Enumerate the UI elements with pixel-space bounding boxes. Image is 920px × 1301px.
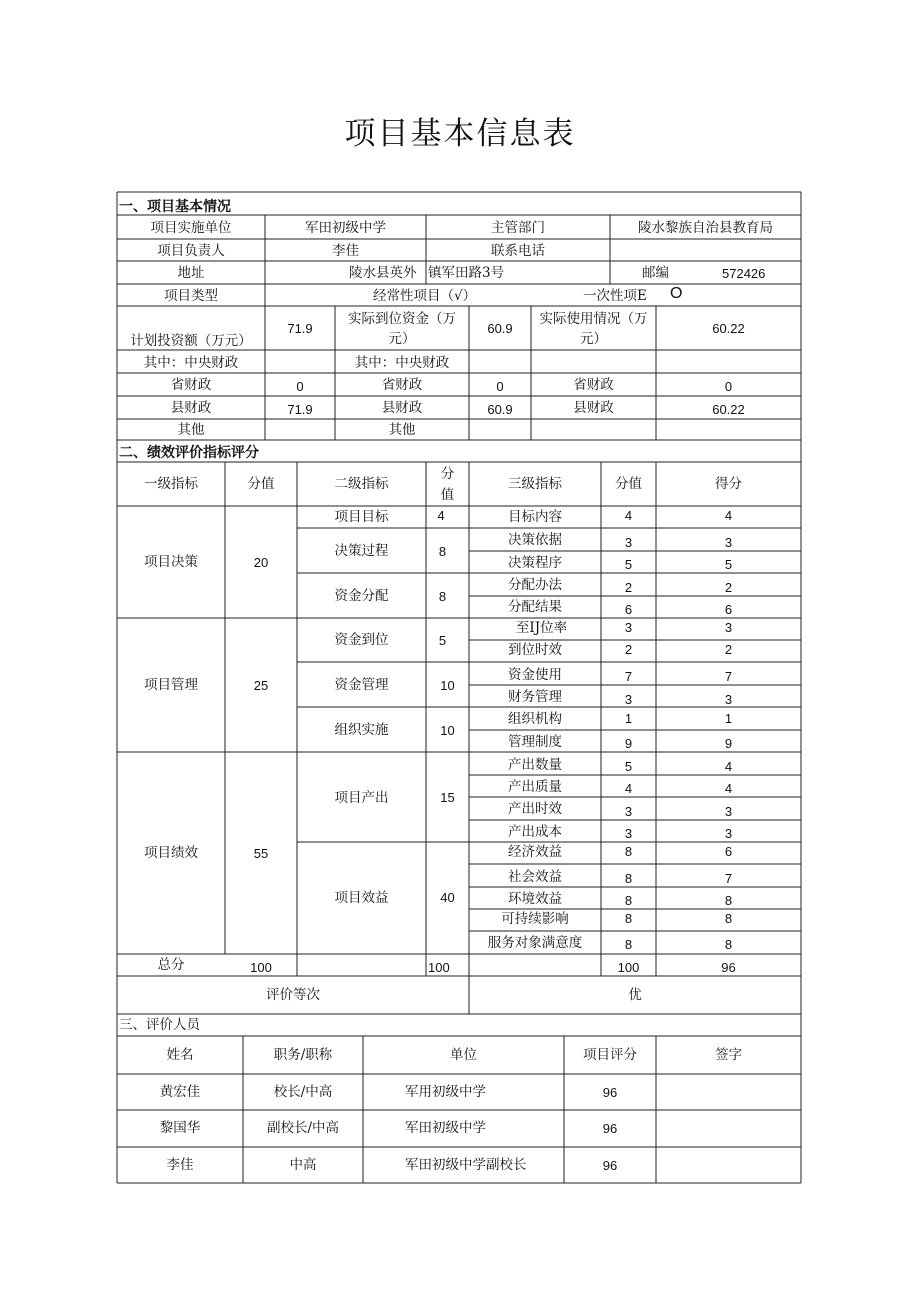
page-title: 项目基本信息表 — [344, 116, 576, 152]
level3-score: 9 — [624, 736, 633, 751]
level3-result: 8 — [724, 893, 733, 908]
address-value-1: 陵水县英外 — [349, 265, 417, 281]
other-label: 其他 — [177, 422, 205, 438]
level3-name: 目标内容 — [508, 509, 562, 525]
actual-value: 60.9 — [487, 321, 513, 336]
group-score: 20 — [253, 555, 269, 570]
level3-name: 社会效益 — [508, 869, 562, 885]
level3-result: 3 — [724, 826, 733, 841]
level2-score: 10 — [440, 678, 455, 693]
level2-score: 5 — [438, 633, 447, 648]
level3-result: 3 — [724, 535, 733, 550]
reviewer-name: 李佳 — [166, 1157, 194, 1173]
level3-score: 8 — [624, 893, 633, 908]
level3-name: 组织机构 — [508, 711, 562, 727]
group-score: 25 — [253, 678, 269, 693]
reviewer-unit: 军田初级中学副校长 — [405, 1157, 527, 1173]
level3-name: 分配结果 — [508, 599, 562, 615]
header-score2-a: 分 — [440, 466, 455, 482]
address-value-2: 镇军田路3号 — [428, 265, 505, 281]
total-score3: 100 — [617, 960, 640, 975]
level2-score: 10 — [440, 723, 455, 738]
actual-label-2: 元） — [388, 331, 416, 347]
level3-name: 至IJ位率 — [515, 620, 568, 636]
level3-name: 产出成本 — [508, 824, 562, 840]
total-result: 96 — [721, 960, 736, 975]
type-label: 项目类型 — [164, 288, 218, 304]
level3-name: 财务管理 — [508, 689, 562, 705]
reviewer-title: 副校长/中高 — [266, 1120, 340, 1136]
level3-name: 决策程序 — [508, 555, 562, 571]
province-used: 0 — [724, 379, 733, 394]
implementing-unit-value: 军田初级中学 — [305, 220, 386, 236]
reviewer-unit: 军田初级中学 — [405, 1120, 486, 1136]
level3-score: 3 — [624, 826, 633, 841]
level2-score: 4 — [437, 508, 445, 523]
province-label-3: 省财政 — [573, 377, 614, 393]
level2-score: 8 — [438, 544, 447, 559]
province-actual: 0 — [496, 379, 504, 394]
total-score1: 100 — [250, 960, 272, 975]
county-planned: 71.9 — [287, 402, 313, 417]
level3-score: 3 — [624, 692, 633, 707]
reviewer-score: 96 — [602, 1121, 618, 1136]
header-level2: 二级指标 — [334, 476, 389, 492]
county-label-3: 县财政 — [573, 400, 614, 416]
level3-score: 1 — [624, 711, 633, 726]
level3-result: 7 — [724, 871, 733, 886]
county-label: 县财政 — [170, 400, 212, 416]
header-score1: 分值 — [247, 476, 275, 492]
level3-result: 2 — [724, 642, 733, 657]
reviewer-title: 校长/中高 — [273, 1084, 333, 1100]
type-onetime: 一次性项E — [583, 288, 647, 304]
other-label-2: 其他 — [388, 422, 416, 438]
level3-result: 8 — [724, 911, 733, 926]
reviewer-header-score: 项目评分 — [583, 1047, 637, 1063]
reviewer-score: 96 — [602, 1085, 618, 1100]
county-label-2: 县财政 — [381, 400, 423, 416]
section3-heading: 三、评价人员 — [119, 1017, 200, 1033]
level2-score: 15 — [440, 790, 455, 805]
level3-name: 产出数量 — [508, 757, 562, 773]
level2-name: 项目产出 — [334, 790, 389, 806]
level3-result: 2 — [724, 580, 733, 595]
actual-label-1: 实际到位资金（万 — [348, 311, 456, 327]
level3-name: 环境效益 — [508, 891, 562, 907]
level2-name: 项目效益 — [334, 890, 389, 906]
header-result: 得分 — [715, 476, 742, 492]
level2-name: 决策过程 — [334, 543, 389, 559]
planned-label: 计划投资额（万元） — [130, 333, 252, 349]
level3-score: 3 — [624, 804, 633, 819]
level3-score: 6 — [624, 602, 633, 617]
section1-heading: 一、项目基本情况 — [119, 198, 231, 214]
province-label: 省财政 — [170, 377, 212, 393]
level3-result: 4 — [724, 759, 733, 774]
level3-score: 5 — [624, 557, 633, 572]
grade-label: 评价等次 — [266, 987, 320, 1003]
header-score3: 分值 — [615, 476, 642, 492]
level3-score: 4 — [624, 508, 633, 523]
group-name: 项目决策 — [144, 554, 198, 570]
level3-score: 8 — [624, 937, 633, 952]
level2-name: 组织实施 — [334, 722, 389, 738]
level3-result: 6 — [724, 844, 733, 859]
level3-result: 1 — [724, 711, 733, 726]
level3-name: 资金使用 — [508, 667, 562, 683]
reviewer-name: 黎国华 — [159, 1120, 201, 1136]
phone-label: 联系电话 — [491, 243, 545, 259]
supervisor-value: 陵水黎族自治县教育局 — [638, 220, 773, 236]
header-level3: 三级指标 — [508, 476, 562, 492]
level3-score: 7 — [624, 669, 633, 684]
reviewer-header-name: 姓名 — [166, 1047, 194, 1063]
province-label-2: 省财政 — [381, 377, 423, 393]
reviewer-unit: 军用初级中学 — [405, 1084, 486, 1100]
leader-label: 项目负责人 — [157, 243, 225, 259]
level3-result: 9 — [724, 736, 733, 751]
total-label: 总分 — [157, 957, 185, 973]
total-score2: 100 — [428, 960, 450, 975]
level3-name: 经济效益 — [508, 844, 562, 860]
level3-result: 6 — [724, 602, 733, 617]
level3-score: 2 — [624, 642, 633, 657]
address-label: 地址 — [177, 265, 205, 281]
reviewer-title: 中高 — [289, 1157, 317, 1173]
level2-score: 8 — [438, 589, 447, 604]
postcode-label: 邮编 — [642, 265, 669, 281]
reviewer-header-unit: 单位 — [450, 1047, 477, 1063]
level3-result: 5 — [724, 557, 733, 572]
used-label-1: 实际使用情况（万 — [539, 311, 648, 327]
level3-name: 分配办法 — [508, 577, 562, 593]
grade-value: 优 — [628, 987, 642, 1003]
level3-score: 3 — [624, 620, 633, 635]
level3-name: 产出时效 — [508, 801, 562, 817]
level3-result: 3 — [724, 804, 733, 819]
header-score2-b: 值 — [440, 487, 455, 503]
level3-name: 到位时效 — [508, 642, 562, 658]
level3-name: 决策依据 — [508, 532, 562, 548]
reviewer-score: 96 — [602, 1158, 618, 1173]
leader-value: 李佳 — [332, 243, 359, 259]
level3-result: 4 — [724, 781, 733, 796]
central-label-2: 其中：中央财政 — [354, 355, 450, 371]
county-actual: 60.9 — [487, 402, 513, 417]
level3-score: 8 — [624, 911, 633, 926]
central-label: 其中：中央财政 — [143, 355, 239, 371]
used-label-2: 元） — [580, 331, 607, 347]
level3-score: 5 — [624, 759, 633, 774]
level3-result: 3 — [724, 620, 733, 635]
group-score: 55 — [253, 846, 269, 861]
level2-name: 项目目标 — [334, 509, 389, 525]
level3-result: 3 — [724, 692, 733, 707]
level2-score: 40 — [440, 890, 455, 905]
level3-score: 3 — [624, 535, 633, 550]
level3-score: 8 — [624, 871, 633, 886]
reviewer-header-sign: 签字 — [715, 1047, 742, 1063]
group-name: 项目管理 — [144, 677, 198, 693]
level2-name: 资金到位 — [334, 632, 389, 648]
level2-name: 资金分配 — [334, 588, 389, 604]
level3-name: 管理制度 — [508, 734, 562, 750]
level3-name: 服务对象满意度 — [487, 935, 583, 951]
postcode-value: 572426 — [722, 266, 766, 281]
level3-name: 产出质量 — [508, 779, 562, 795]
province-planned: 0 — [296, 379, 304, 394]
header-level1: 一级指标 — [144, 476, 198, 492]
type-regular: 经常性项目（√） — [373, 288, 477, 304]
level3-name: 可持续影响 — [501, 911, 569, 927]
level3-result: 7 — [724, 669, 733, 684]
level3-score: 8 — [624, 844, 633, 859]
section2-heading: 二、绩效评价指标评分 — [119, 444, 259, 460]
implementing-unit-label: 项目实施单位 — [150, 220, 232, 236]
level3-score: 4 — [624, 781, 633, 796]
county-used: 60.22 — [712, 402, 745, 417]
used-value: 60.22 — [712, 321, 745, 336]
reviewer-name: 黄宏佳 — [159, 1084, 201, 1100]
level3-result: 4 — [724, 508, 733, 523]
level2-name: 资金管理 — [334, 677, 389, 693]
group-name: 项目绩效 — [144, 845, 198, 861]
supervisor-label: 主管部门 — [491, 220, 545, 236]
reviewer-header-title: 职务/职称 — [273, 1047, 333, 1063]
type-onetime-checkbox: O — [670, 285, 683, 302]
level3-result: 8 — [724, 937, 733, 952]
level3-score: 2 — [624, 580, 633, 595]
planned-value: 71.9 — [287, 321, 313, 336]
